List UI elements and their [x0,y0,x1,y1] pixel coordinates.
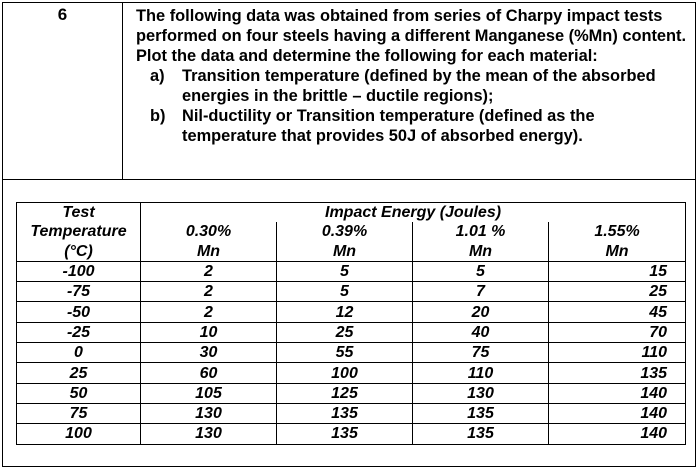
header-col-1-pct: 0.30% [141,222,277,241]
value-cell: 5 [277,282,413,302]
value-cell: 7 [413,282,549,302]
value-cell: 135 [277,424,413,444]
value-cell: 15 [549,261,686,281]
value-cell: 130 [413,383,549,403]
value-cell: 140 [549,383,686,403]
header-temperature: Temperature [17,222,141,241]
value-cell: 45 [549,302,686,322]
value-cell: 105 [141,383,277,403]
table-row [17,282,686,302]
table-row [17,403,686,423]
value-cell: 60 [141,363,277,383]
table-row [17,302,686,322]
value-cell: 130 [141,403,277,423]
temp-cell: -100 [17,261,141,281]
header-col-2-pct: 0.39% [277,222,413,241]
temp-cell: -25 [17,322,141,342]
value-cell: 140 [549,424,686,444]
value-cell: 25 [549,282,686,302]
temp-cell: -50 [17,302,141,322]
question-number: 6 [3,3,123,179]
table-row [17,363,686,383]
value-cell: 110 [413,363,549,383]
header-unit: (°C) [17,242,141,262]
value-cell: 110 [549,343,686,363]
value-cell: 5 [277,261,413,281]
value-cell: 75 [413,343,549,363]
value-cell: 2 [141,302,277,322]
temp-cell: 50 [17,383,141,403]
value-cell: 25 [277,322,413,342]
value-cell: 12 [277,302,413,322]
value-cell: 125 [277,383,413,403]
value-cell: 135 [413,403,549,423]
temp-cell: 75 [17,403,141,423]
table-row [17,322,686,342]
value-cell: 140 [549,403,686,423]
value-cell: 10 [141,322,277,342]
value-cell: 135 [549,363,686,383]
temp-cell: 0 [17,343,141,363]
header-col-4-pct: 1.55% [549,222,686,241]
value-cell: 5 [413,261,549,281]
header-test: Test [17,203,141,223]
temp-cell: 100 [17,424,141,444]
value-cell: 135 [413,424,549,444]
question-box [2,2,696,467]
item-marker: a) [150,67,165,85]
value-cell: 30 [141,343,277,363]
header-col-3-el: Mn [413,242,549,262]
value-cell: 20 [413,302,549,322]
header-impact-energy: Impact Energy (Joules) [141,203,686,223]
header-col-1-el: Mn [141,242,277,262]
value-cell: 2 [141,261,277,281]
header-col-2-el: Mn [277,242,413,262]
question-item-b [150,106,691,146]
temp-cell: 25 [17,363,141,383]
item-text: Nil-ductility or Transition temperature (defined as the temperature that provides 50J of absorbed energy). [182,107,595,145]
header-col-4-el: Mn [549,242,686,262]
temp-cell: -75 [17,282,141,302]
value-cell: 100 [277,363,413,383]
value-cell: 135 [277,403,413,423]
question-prompt: The following data was obtained from series of Charpy impact tests performed on four steels having a different Manganese (%Mn) content. Plot the data and determine the following for each material: [136,7,687,65]
question-items [136,66,691,146]
table-row [17,383,686,403]
value-cell: 2 [141,282,277,302]
section-divider [3,179,695,180]
item-text: Transition temperature (defined by the mean of the absorbed energies in the brittle – ductile regions); [182,67,656,105]
header-col-3-pct: 1.01 % [413,222,549,241]
impact-energy-table [16,202,686,445]
table-row [17,261,686,281]
value-cell: 55 [277,343,413,363]
table-row [17,424,686,444]
value-cell: 70 [549,322,686,342]
question-item-a [150,66,691,106]
question-text-block [136,6,691,146]
value-cell: 40 [413,322,549,342]
item-marker: b) [150,107,166,125]
value-cell: 130 [141,424,277,444]
table-row [17,343,686,363]
